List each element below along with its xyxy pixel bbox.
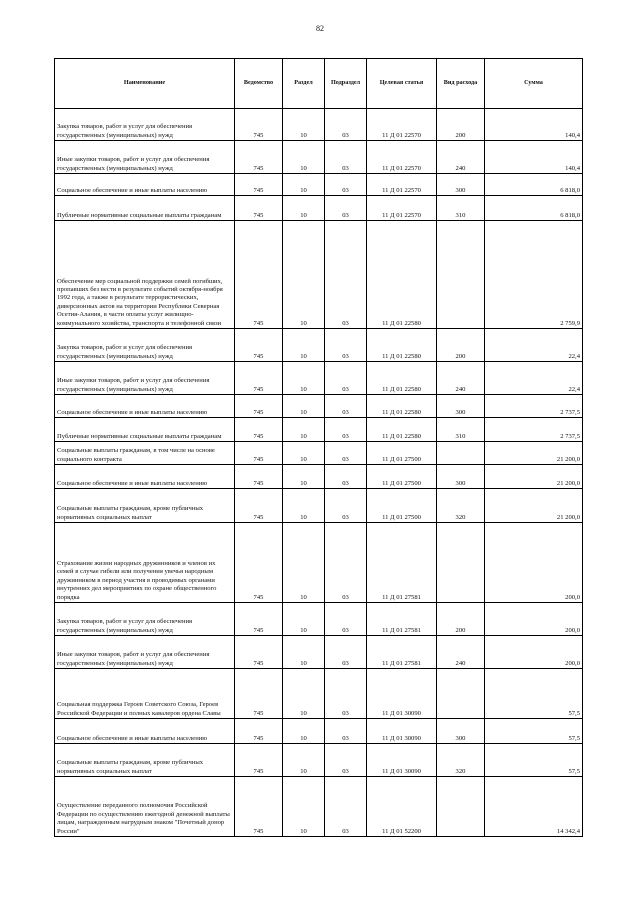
cell-subsection: 03 (325, 603, 367, 636)
cell-section: 10 (283, 777, 325, 837)
cell-section: 10 (283, 442, 325, 465)
cell-subsection: 03 (325, 109, 367, 141)
cell-subsection: 03 (325, 418, 367, 442)
cell-section: 10 (283, 221, 325, 329)
cell-department: 745 (235, 329, 283, 362)
cell-expense-type: 310 (437, 418, 485, 442)
cell-sum: 6 818,0 (485, 174, 583, 196)
cell-subsection: 03 (325, 174, 367, 196)
cell-section: 10 (283, 465, 325, 489)
table-row (55, 141, 583, 174)
cell-department: 745 (235, 465, 283, 489)
table-row (55, 636, 583, 669)
cell-section: 10 (283, 489, 325, 523)
cell-expense-type: 300 (437, 719, 485, 744)
cell-expense-type: 300 (437, 465, 485, 489)
table-row (55, 669, 583, 719)
cell-department: 745 (235, 141, 283, 174)
cell-expense-type (437, 669, 485, 719)
cell-section: 10 (283, 362, 325, 395)
cell-department: 745 (235, 362, 283, 395)
cell-name: Социальные выплаты гражданам, в том числе на основе социального контракта (55, 442, 235, 465)
cell-target-article: 11 Д 01 22570 (367, 174, 437, 196)
cell-name: Иные закупки товаров, работ и услуг для обеспечения государственных (муниципальных) нужд (55, 636, 235, 669)
cell-department: 745 (235, 221, 283, 329)
cell-name: Социальное обеспечение и иные выплаты населению (55, 465, 235, 489)
table-row (55, 362, 583, 395)
cell-subsection: 03 (325, 465, 367, 489)
cell-sum: 200,0 (485, 523, 583, 603)
cell-target-article: 11 Д 01 27581 (367, 636, 437, 669)
cell-sum: 2 759,9 (485, 221, 583, 329)
table-row (55, 109, 583, 141)
cell-subsection: 03 (325, 221, 367, 329)
header-target-article: Целевая статья (367, 59, 437, 109)
cell-subsection: 03 (325, 196, 367, 221)
cell-subsection: 03 (325, 636, 367, 669)
table-row (55, 221, 583, 329)
cell-target-article: 11 Д 01 52200 (367, 777, 437, 837)
cell-department: 745 (235, 523, 283, 603)
table-row (55, 329, 583, 362)
cell-sum: 21 200,0 (485, 442, 583, 465)
cell-department: 745 (235, 669, 283, 719)
table-row (55, 744, 583, 777)
cell-name: Иные закупки товаров, работ и услуг для обеспечения государственных (муниципальных) нужд (55, 141, 235, 174)
table-row (55, 465, 583, 489)
cell-target-article: 11 Д 01 22580 (367, 221, 437, 329)
cell-expense-type: 240 (437, 362, 485, 395)
cell-expense-type: 200 (437, 329, 485, 362)
table-row (55, 174, 583, 196)
cell-expense-type: 320 (437, 744, 485, 777)
header-expense-type: Вид расхода (437, 59, 485, 109)
cell-target-article: 11 Д 01 27581 (367, 603, 437, 636)
cell-section: 10 (283, 329, 325, 362)
cell-section: 10 (283, 744, 325, 777)
cell-section: 10 (283, 174, 325, 196)
cell-name: Осуществление переданного полномочия Российской Федерации по осуществлению ежегодной денежной выплаты лицам, награжденным нагрудным знаком "Почетный донор России" (55, 777, 235, 837)
cell-target-article: 11 Д 01 27581 (367, 523, 437, 603)
cell-department: 745 (235, 174, 283, 196)
cell-section: 10 (283, 523, 325, 603)
cell-name: Публичные нормативные социальные выплаты гражданам (55, 196, 235, 221)
cell-target-article: 11 Д 01 27500 (367, 465, 437, 489)
cell-target-article: 11 Д 01 22580 (367, 362, 437, 395)
table-row (55, 719, 583, 744)
cell-expense-type: 200 (437, 603, 485, 636)
cell-subsection: 03 (325, 719, 367, 744)
page-number: 82 (316, 24, 324, 33)
cell-subsection: 03 (325, 523, 367, 603)
cell-name: Закупка товаров, работ и услуг для обеспечения государственных (муниципальных) нужд (55, 603, 235, 636)
cell-department: 745 (235, 744, 283, 777)
cell-sum: 6 818,0 (485, 196, 583, 221)
cell-sum: 140,4 (485, 141, 583, 174)
cell-department: 745 (235, 109, 283, 141)
header-subsection: Подраздел (325, 59, 367, 109)
table-row (55, 395, 583, 418)
cell-name: Закупка товаров, работ и услуг для обеспечения государственных (муниципальных) нужд (55, 109, 235, 141)
cell-name: Социальное обеспечение и иные выплаты населению (55, 719, 235, 744)
cell-expense-type (437, 442, 485, 465)
cell-department: 745 (235, 442, 283, 465)
cell-section: 10 (283, 109, 325, 141)
cell-expense-type: 310 (437, 196, 485, 221)
cell-target-article: 11 Д 01 22570 (367, 196, 437, 221)
cell-sum: 200,0 (485, 603, 583, 636)
cell-section: 10 (283, 719, 325, 744)
cell-target-article: 11 Д 01 27500 (367, 442, 437, 465)
cell-target-article: 11 Д 01 30090 (367, 669, 437, 719)
cell-subsection: 03 (325, 442, 367, 465)
cell-sum: 22,4 (485, 329, 583, 362)
cell-sum: 2 737,5 (485, 395, 583, 418)
cell-section: 10 (283, 141, 325, 174)
cell-expense-type: 300 (437, 395, 485, 418)
cell-expense-type: 320 (437, 489, 485, 523)
cell-section: 10 (283, 196, 325, 221)
cell-sum: 57,5 (485, 669, 583, 719)
cell-target-article: 11 Д 01 22570 (367, 141, 437, 174)
cell-target-article: 11 Д 01 22580 (367, 395, 437, 418)
cell-sum: 21 200,0 (485, 489, 583, 523)
cell-department: 745 (235, 196, 283, 221)
cell-target-article: 11 Д 01 22580 (367, 329, 437, 362)
header-section: Раздел (283, 59, 325, 109)
cell-department: 745 (235, 418, 283, 442)
cell-name: Закупка товаров, работ и услуг для обеспечения государственных (муниципальных) нужд (55, 329, 235, 362)
cell-sum: 2 737,5 (485, 418, 583, 442)
header-sum: Сумма (485, 59, 583, 109)
cell-subsection: 03 (325, 141, 367, 174)
cell-expense-type (437, 777, 485, 837)
cell-department: 745 (235, 395, 283, 418)
cell-department: 745 (235, 777, 283, 837)
cell-target-article: 11 Д 01 30090 (367, 744, 437, 777)
table-row (55, 442, 583, 465)
cell-expense-type: 240 (437, 636, 485, 669)
cell-sum: 140,4 (485, 109, 583, 141)
cell-section: 10 (283, 603, 325, 636)
cell-name: Социальное обеспечение и иные выплаты населению (55, 174, 235, 196)
cell-sum: 57,5 (485, 719, 583, 744)
cell-subsection: 03 (325, 744, 367, 777)
table-row (55, 603, 583, 636)
table-body (55, 109, 583, 837)
cell-section: 10 (283, 636, 325, 669)
cell-expense-type: 240 (437, 141, 485, 174)
table-row (55, 523, 583, 603)
cell-expense-type (437, 221, 485, 329)
cell-name: Публичные нормативные социальные выплаты гражданам (55, 418, 235, 442)
cell-section: 10 (283, 418, 325, 442)
cell-department: 745 (235, 603, 283, 636)
cell-target-article: 11 Д 01 30090 (367, 719, 437, 744)
table-row (55, 489, 583, 523)
cell-department: 745 (235, 489, 283, 523)
cell-expense-type: 300 (437, 174, 485, 196)
table-row (55, 777, 583, 837)
cell-department: 745 (235, 719, 283, 744)
cell-expense-type (437, 523, 485, 603)
cell-sum: 57,5 (485, 744, 583, 777)
table-header-row (55, 59, 583, 109)
cell-sum: 200,0 (485, 636, 583, 669)
table-row (55, 418, 583, 442)
cell-subsection: 03 (325, 489, 367, 523)
cell-department: 745 (235, 636, 283, 669)
cell-section: 10 (283, 669, 325, 719)
header-name: Наименование (55, 59, 235, 109)
cell-name: Социальные выплаты гражданам, кроме публичных нормативных социальных выплат (55, 489, 235, 523)
cell-subsection: 03 (325, 395, 367, 418)
cell-target-article: 11 Д 01 27500 (367, 489, 437, 523)
header-department: Ведомство (235, 59, 283, 109)
cell-target-article: 11 Д 01 22570 (367, 109, 437, 141)
cell-subsection: 03 (325, 777, 367, 837)
cell-name: Иные закупки товаров, работ и услуг для обеспечения государственных (муниципальных) нужд (55, 362, 235, 395)
budget-table (54, 58, 583, 837)
cell-name: Социальное обеспечение и иные выплаты населению (55, 395, 235, 418)
cell-subsection: 03 (325, 669, 367, 719)
cell-name: Социальные выплаты гражданам, кроме публичных нормативных социальных выплат (55, 744, 235, 777)
cell-subsection: 03 (325, 362, 367, 395)
cell-sum: 22,4 (485, 362, 583, 395)
cell-section: 10 (283, 395, 325, 418)
cell-sum: 21 200,0 (485, 465, 583, 489)
cell-target-article: 11 Д 01 22580 (367, 418, 437, 442)
cell-name: Страхование жизни народных дружинников и членов их семей в случае гибели или получения увечья народным дружинником в период участия в проводимых органами внутренних дел мероприятиях по охране общественного порядка (55, 523, 235, 603)
cell-name: Социальная поддержка Героев Советского Союза, Героев Российской Федерации и полных кавалеров ордена Славы (55, 669, 235, 719)
cell-subsection: 03 (325, 329, 367, 362)
table-row (55, 196, 583, 221)
cell-expense-type: 200 (437, 109, 485, 141)
cell-name: Обеспечение мер социальной поддержки семей погибших, пропавших без вести в результате событий октября-ноября 1992 года, а также в результате террористических, диверсионных актов на территории Республики Северная Осетия-Алания, в части оплаты услуг жилищно-коммунального хозяйства, транспорта и телефонной связи (55, 221, 235, 329)
cell-sum: 14 342,4 (485, 777, 583, 837)
